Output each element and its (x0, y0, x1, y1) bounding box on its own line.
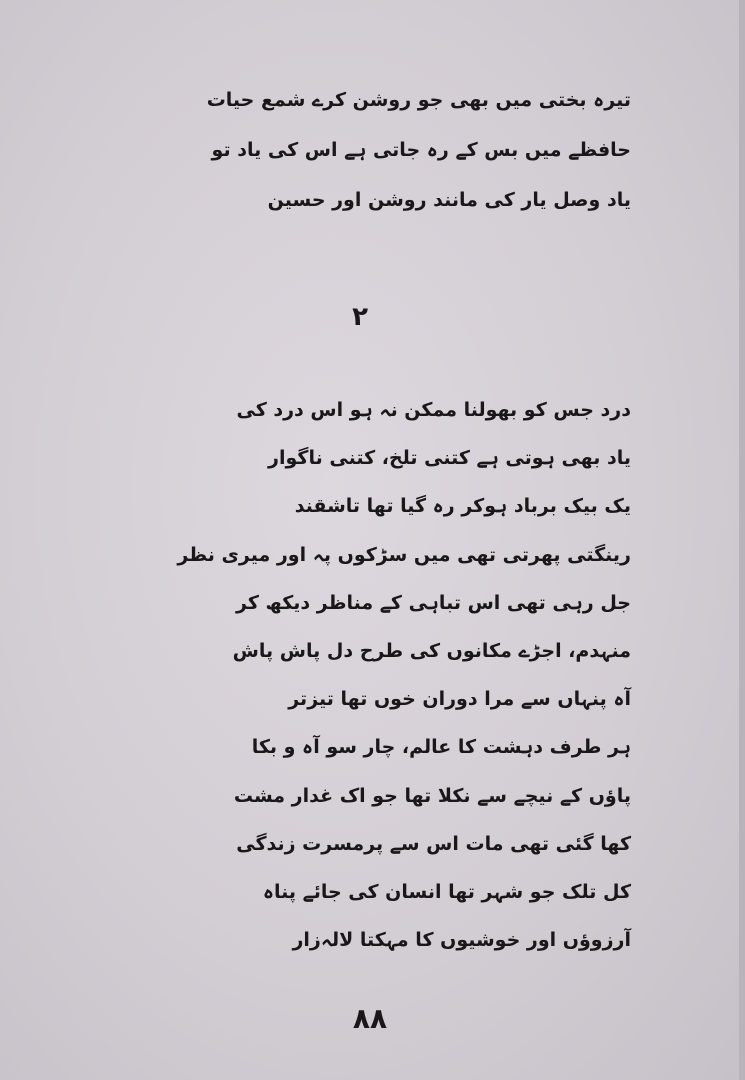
page-number: ۸۸ (352, 1002, 388, 1035)
verse-line: حافظے میں بس کے رہ جاتی ہے اس کی یاد تو (211, 139, 631, 161)
verse-line: رینگتی پھرتی تھی میں سڑکوں پہ اور میری نظر (177, 543, 631, 566)
verse-line: کھا گئی تھی مات اس سے پرمسرت زندگی (236, 832, 631, 855)
verse-line: درد جس کو بھولنا ممکن نہ ہو اس درد کی (236, 399, 631, 421)
verse-line: پاؤں کے نیچے سے نکلا تھا جو اک غدار مشت (233, 784, 631, 807)
verse-line: کل تلک جو شہر تھا انسان کی جائے پناہ (262, 880, 631, 903)
verse-line: منہدم، اجڑے مکانوں کی طرح دل پاش پاش (232, 639, 631, 662)
verse-line: یاد بھی ہوتی ہے کتنی تلخ، کتنی ناگوار (268, 447, 631, 470)
stanza-one (91, 82, 631, 232)
verse-line: یاد وصل یار کی مانند روشن اور حسین (267, 189, 631, 211)
verse-line: آہ پنہاں سے مرا دوران خوں تھا تیزتر (288, 688, 631, 711)
verse-line: ہر طرف دہشت کا عالم، چار سو آہ و بکا (251, 736, 631, 759)
verse-line: آرزوؤں اور خوشیوں کا مہکتا لالہ‌زار (292, 929, 631, 952)
verse-line: جل رہی تھی اس تباہی کے مناظر دیکھ کر (236, 591, 631, 614)
verse-line: یک بیک برباد ہوکر رہ گیا تھا تاشقند (294, 495, 631, 518)
verse-line: تیرہ بختی میں بھی جو روشن کرے شمع حیات (206, 89, 631, 111)
section-number: ۲ (352, 302, 368, 332)
stanza-two (91, 390, 631, 968)
